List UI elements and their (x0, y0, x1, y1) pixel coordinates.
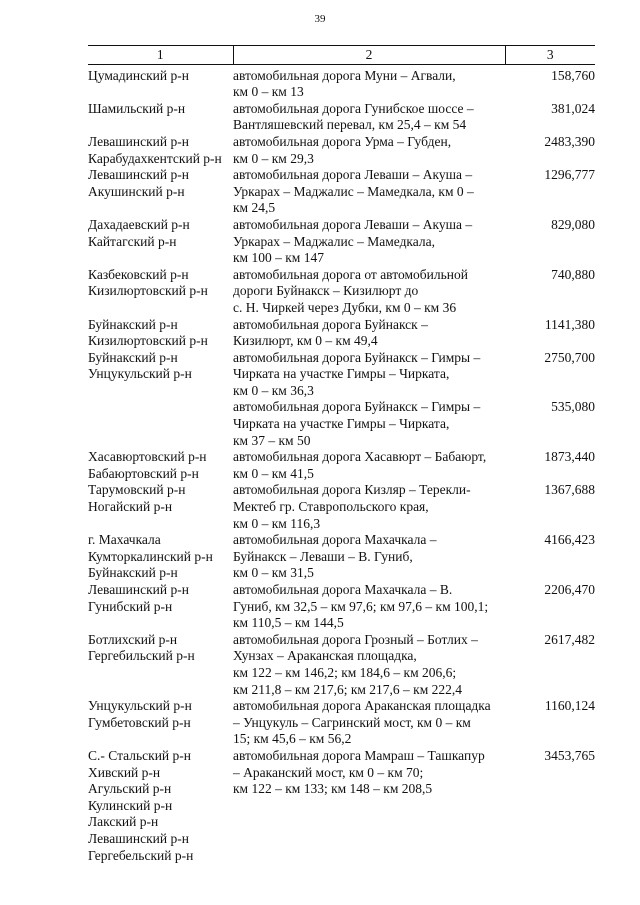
road-description-line: км 0 – км 36,3 (233, 382, 314, 398)
district-name: Ботлихский р-н (88, 631, 178, 647)
road-description-line: Чирката на участке Гимры – Чирката, (233, 366, 450, 382)
district-cell (88, 134, 233, 167)
road-description-line: Буйнакск – Леваши – В. Гуниб, (233, 548, 413, 564)
length-value: 1367,688 (544, 482, 595, 498)
road-cell (233, 267, 505, 317)
district-cell (88, 167, 233, 217)
length-value: 381,024 (551, 100, 595, 116)
road-cell (233, 449, 505, 482)
road-description-line: автомобильная дорога Хасавюрт – Бабаюрт, (233, 449, 487, 465)
road-description-line: автомобильная дорога от автомобильной (233, 266, 468, 282)
district-name: Кайтагский р-н (88, 233, 177, 249)
table-row (88, 134, 595, 167)
district-cell (88, 350, 233, 400)
length-value: 2750,700 (544, 349, 595, 365)
district-name: Буйнакский р-н (88, 349, 178, 365)
district-name: С.- Стальский р-н (88, 747, 191, 763)
road-description-line: км 24,5 (233, 200, 276, 216)
road-description-line: км 0 – км 29,3 (233, 150, 314, 166)
page-number: 39 (314, 13, 326, 25)
road-description-line: автомобильная дорога Грозный – Ботлих – (233, 631, 478, 647)
table-row (88, 698, 595, 748)
district-name: Левашинский р-н (88, 133, 189, 149)
column-header-3: 3 (505, 46, 595, 65)
road-description-line: Уркарах – Маджалис – Мамедкала, (233, 233, 436, 249)
road-cell (233, 482, 505, 532)
district-cell (88, 632, 233, 698)
district-name: Буйнакский р-н (88, 316, 178, 332)
road-description-line: км 0 – км 41,5 (233, 465, 314, 481)
table-row (88, 350, 595, 400)
road-description-line: автомобильная дорога Урма – Губден, (233, 133, 452, 149)
district-name: Карабудахкентский р-н (88, 150, 222, 166)
district-name: г. Махачкала (88, 532, 161, 548)
road-cell (233, 532, 505, 582)
table-row (88, 748, 595, 864)
district-cell (88, 748, 233, 864)
district-cell (88, 101, 233, 134)
road-description-line: км 100 – км 147 (233, 250, 324, 266)
road-description-line: Кизилюрт, км 0 – км 49,4 (233, 333, 378, 349)
district-cell (88, 64, 233, 101)
district-name: Унцукульский р-н (88, 698, 192, 714)
district-name: Кулинский р-н (88, 797, 173, 813)
road-description-line: км 110,5 – км 144,5 (233, 615, 344, 631)
road-description-line: автомобильная дорога Буйнакск – Гимры – (233, 349, 481, 365)
road-description-line: – Араканский мост, км 0 – км 70; (233, 764, 424, 780)
length-value: 2206,470 (544, 582, 595, 597)
length-value: 1160,124 (544, 698, 595, 714)
road-cell (233, 748, 505, 864)
length-value: 740,880 (551, 266, 595, 282)
road-description-line: автомобильная дорога Махачкала – В. (233, 582, 453, 597)
road-cell (233, 317, 505, 350)
road-cell (233, 399, 505, 449)
road-cell (233, 134, 505, 167)
table-row (88, 582, 595, 632)
road-cell (233, 101, 505, 134)
district-name: Кизилюртовский р-н (88, 333, 208, 349)
district-name: Хивский р-н (88, 764, 161, 780)
district-cell (88, 449, 233, 482)
district-name: Дахадаевский р-н (88, 216, 190, 232)
district-name: Буйнакский р-н (88, 565, 178, 581)
district-name: Кизилюртовский р-н (88, 283, 208, 299)
table-row (88, 217, 595, 267)
district-name: Гергебельский р-н (88, 847, 194, 863)
district-name: Хасавюртовский р-н (88, 449, 207, 465)
district-cell (88, 399, 233, 449)
district-name: Левашинский р-н (88, 582, 189, 597)
district-name: Тарумовский р-н (88, 482, 186, 498)
length-value: 1296,777 (544, 167, 595, 183)
district-name: Агульский р-н (88, 781, 172, 797)
table-row (88, 399, 595, 449)
road-description-line: – Унцукуль – Сагринский мост, км 0 – км (233, 714, 471, 730)
table-row (88, 167, 595, 217)
road-description-line: км 122 – км 146,2; км 184,6 – км 206,6; (233, 664, 457, 680)
district-cell (88, 698, 233, 748)
district-cell (88, 582, 233, 632)
road-description-line: автомобильная дорога Буйнакск – (233, 316, 428, 332)
district-name: Левашинский р-н (88, 167, 189, 183)
road-description-line: автомобильная дорога Мамраш – Ташкапур (233, 747, 485, 763)
district-name: Акушинский р-н (88, 183, 185, 199)
district-cell (88, 482, 233, 532)
table-row (88, 482, 595, 532)
road-description-line: Мектеб гр. Ставропольского края, (233, 499, 429, 515)
roads-table (88, 45, 595, 864)
district-name: Ногайский р-н (88, 499, 173, 515)
road-cell (233, 217, 505, 267)
road-description-line: автомобильная дорога Кизляр – Терекли- (233, 482, 471, 498)
table-row (88, 532, 595, 582)
road-description-line: км 0 – км 13 (233, 84, 304, 100)
length-value: 2483,390 (544, 133, 595, 149)
road-cell (233, 167, 505, 217)
road-description-line: км 0 – км 31,5 (233, 565, 314, 581)
road-cell (233, 350, 505, 400)
road-description-line: автомобильная дорога Леваши – Акуша – (233, 216, 473, 232)
road-description-line: автомобильная дорога Араканская площадка (233, 698, 491, 714)
road-cell (233, 632, 505, 698)
district-name: Лакский р-н (88, 814, 159, 830)
length-value: 535,080 (551, 399, 595, 415)
road-description-line: км 211,8 – км 217,6; км 217,6 – км 222,4 (233, 681, 463, 697)
road-description-line: с. Н. Чиркей через Дубки, км 0 – км 36 (233, 299, 457, 315)
district-name: Гумбетовский р-н (88, 714, 191, 730)
district-name: Цумадинский р-н (88, 67, 189, 83)
table-row (88, 267, 595, 317)
district-name: Казбековский р-н (88, 266, 189, 282)
table-row (88, 64, 595, 101)
road-description-line: Гуниб, км 32,5 – км 97,6; км 97,6 – км 100,1; (233, 598, 489, 614)
district-name: Гергебильский р-н (88, 648, 195, 664)
road-cell (233, 698, 505, 748)
road-description-line: автомобильная дорога Леваши – Акуша – (233, 167, 473, 183)
road-description-line: Хунзах – Араканская площадка, (233, 648, 417, 664)
district-name: Унцукульский р-н (88, 366, 192, 382)
road-description-line: Уркарах – Маджалис – Мамедкала, км 0 – (233, 183, 474, 199)
length-value: 2617,482 (544, 631, 595, 647)
district-cell (88, 267, 233, 317)
district-name: Гунибский р-н (88, 598, 173, 614)
column-header-2: 2 (233, 46, 505, 65)
length-value: 4166,423 (544, 532, 595, 548)
district-name: Кумторкалинский р-н (88, 548, 213, 564)
district-name: Левашинский р-н (88, 830, 189, 846)
table-row (88, 101, 595, 134)
road-description-line: км 37 – км 50 (233, 432, 311, 448)
road-description-line: автомобильная дорога Гунибское шоссе – (233, 100, 474, 116)
length-value: 1873,440 (544, 449, 595, 465)
table-row (88, 449, 595, 482)
district-cell (88, 532, 233, 582)
district-cell (88, 317, 233, 350)
road-description-line: автомобильная дорога Буйнакск – Гимры – (233, 399, 481, 415)
table-row (88, 317, 595, 350)
road-cell (233, 64, 505, 101)
column-header-1: 1 (88, 46, 233, 65)
road-description-line: км 122 – км 133; км 148 – км 208,5 (233, 781, 433, 797)
road-description-line: автомобильная дорога Муни – Агвали, (233, 67, 456, 83)
length-value: 1141,380 (544, 316, 595, 332)
road-description-line: автомобильная дорога Махачкала – (233, 532, 437, 548)
table-body (88, 64, 595, 864)
district-name: Шамильский р-н (88, 100, 186, 116)
road-description-line: км 0 – км 116,3 (233, 515, 321, 531)
road-description-line: Вантляшевский перевал, км 25,4 – км 54 (233, 117, 467, 133)
road-description-line: Чирката на участке Гимры – Чирката, (233, 416, 450, 432)
district-cell (88, 217, 233, 267)
district-name: Бабаюртовский р-н (88, 465, 199, 481)
road-cell (233, 582, 505, 632)
header-row (88, 46, 595, 65)
length-value: 3453,765 (544, 747, 595, 763)
length-value: 829,080 (551, 216, 595, 232)
road-description-line: 15; км 45,6 – км 56,2 (233, 731, 352, 747)
length-value: 158,760 (551, 67, 595, 83)
table-row (88, 632, 595, 698)
road-description-line: дороги Буйнакск – Кизилюрт до (233, 283, 419, 299)
